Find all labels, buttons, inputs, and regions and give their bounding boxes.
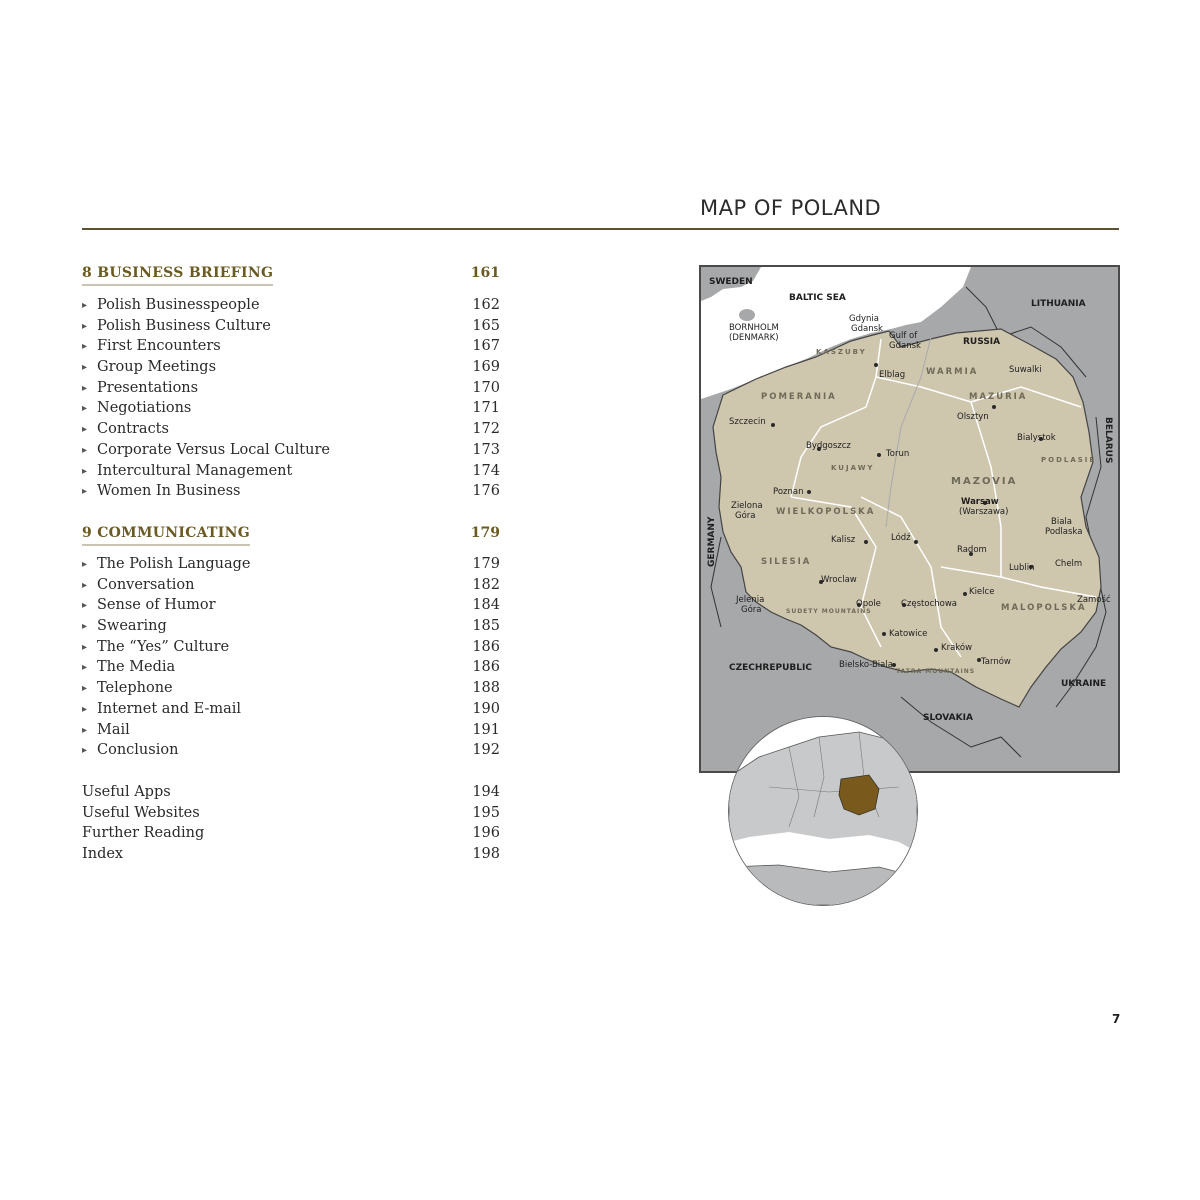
map-label-kujawy: KUJAWY xyxy=(831,464,875,472)
toc-item-page: 162 xyxy=(472,297,500,313)
map-label-torun: Torun xyxy=(886,449,910,459)
toc-item-label: Polish Businesspeople xyxy=(97,297,260,313)
toc-item[interactable] xyxy=(82,400,500,421)
toc-item-label: Corporate Versus Local Culture xyxy=(97,441,330,458)
bullet-arrow-icon: ▸ xyxy=(82,382,88,394)
toc-item-label: The Polish Language xyxy=(97,556,251,572)
toc-item-label: Presentations xyxy=(97,379,199,396)
map-label-bornholm: BORNHOLM xyxy=(729,323,779,333)
toc-item[interactable] xyxy=(82,318,500,339)
map-label-czestochowa: Częstochowa xyxy=(901,599,958,609)
toc-item[interactable] xyxy=(82,680,500,701)
toc-item-page: 195 xyxy=(472,804,500,821)
bullet-arrow-icon: ▸ xyxy=(82,486,88,498)
poland-map xyxy=(699,265,1120,773)
map-label-sudety: SUDETY MOUNTAINS xyxy=(786,608,872,615)
bullet-arrow-icon: ▸ xyxy=(82,621,88,633)
toc-item-page: 198 xyxy=(472,846,500,863)
toc-item-page: 179 xyxy=(472,556,500,572)
city-dot xyxy=(864,540,868,544)
map-label-szczecin: Szczecin xyxy=(729,417,766,427)
bullet-arrow-icon: ▸ xyxy=(82,724,88,736)
map-label-radom: Radom xyxy=(957,545,987,555)
toc-item[interactable] xyxy=(82,722,500,743)
bullet-arrow-icon: ▸ xyxy=(82,600,88,612)
city-dot xyxy=(874,363,878,367)
toc-item[interactable] xyxy=(82,659,500,680)
map-label-poznan: Poznan xyxy=(773,487,804,497)
map-label-pomerania: POMERANIA xyxy=(761,392,837,402)
toc-item-page: 190 xyxy=(472,700,500,717)
map-label-biala-podlaska: Podlaska xyxy=(1045,527,1083,537)
bullet-arrow-icon: ▸ xyxy=(82,559,88,570)
toc-chapter-9-items xyxy=(82,556,500,763)
chapter-page-number: 179 xyxy=(470,525,500,541)
map-label-bialystok: Bialystok xyxy=(1017,433,1056,443)
map-label-mazuria: MAZURIA xyxy=(969,392,1028,402)
toc-item-label: The “Yes” Culture xyxy=(97,638,230,655)
map-label-wroclaw: Wroclaw xyxy=(821,575,857,585)
toc-item-label: Index xyxy=(82,846,124,863)
poland-highlight xyxy=(839,775,879,815)
map-label-lodz: Lódź xyxy=(891,533,911,543)
city-dot xyxy=(914,540,918,544)
chapter-page-number: 161 xyxy=(470,265,500,281)
map-label-zielona-gora: Góra xyxy=(735,511,756,521)
map-label-lublin: Lublin xyxy=(1009,563,1035,573)
map-label-kielce: Kielce xyxy=(969,587,995,597)
toc-item-label: Mail xyxy=(97,721,130,738)
city-dot xyxy=(882,632,886,636)
map-label-suwalki: Suwalki xyxy=(1009,365,1042,375)
toc-item[interactable] xyxy=(82,421,500,442)
map-label-opole: Opole xyxy=(856,599,881,609)
map-label-czech: CZECHREPUBLIC xyxy=(729,663,812,673)
toc-item[interactable] xyxy=(82,701,500,722)
toc-item-page: 192 xyxy=(472,742,500,759)
toc-item-page: 194 xyxy=(472,784,500,800)
bullet-arrow-icon: ▸ xyxy=(82,403,88,415)
toc-item-label: Women In Business xyxy=(97,483,241,500)
bullet-arrow-icon: ▸ xyxy=(82,745,88,757)
toc-item-label: Contracts xyxy=(97,421,169,438)
toc-item[interactable] xyxy=(82,805,500,826)
map-label-russia: RUSSIA xyxy=(963,337,1001,347)
map-label-denmark: (DENMARK) xyxy=(729,333,779,343)
map-label-kaszuby: KASZUBY xyxy=(816,348,867,356)
toc-item-label: First Encounters xyxy=(97,338,221,355)
bullet-arrow-icon: ▸ xyxy=(82,641,88,653)
toc-item-page: 196 xyxy=(472,825,500,842)
toc-item-page: 191 xyxy=(472,721,500,738)
toc-item-label: Useful Apps xyxy=(82,784,171,800)
bullet-arrow-icon: ▸ xyxy=(82,703,88,715)
map-label-mazovia: MAZOVIA xyxy=(951,476,1018,487)
map-label-zielona: Zielona xyxy=(731,501,763,511)
toc-item-label: Useful Websites xyxy=(82,804,200,821)
toc-item-page: 171 xyxy=(472,400,500,417)
map-label-lithuania: LITHUANIA xyxy=(1031,299,1086,309)
toc-item-label: Sense of Humor xyxy=(97,597,216,614)
toc-item[interactable] xyxy=(82,618,500,639)
toc-item[interactable] xyxy=(82,380,500,401)
toc-chapter-9 xyxy=(82,525,500,547)
bullet-arrow-icon: ▸ xyxy=(82,444,88,456)
bullet-arrow-icon: ▸ xyxy=(82,662,88,674)
map-label-sweden: SWEDEN xyxy=(709,277,753,287)
europe-locator-globe xyxy=(728,716,918,906)
map-label-ukraine: UKRAINE xyxy=(1061,679,1107,689)
toc-item[interactable] xyxy=(82,483,500,504)
map-label-germany: GERMANY xyxy=(707,516,717,567)
toc-item[interactable] xyxy=(82,359,500,380)
map-label-gulf-name: Gdansk xyxy=(889,341,921,351)
poland-territory xyxy=(713,329,1101,707)
bornholm-island xyxy=(739,309,755,321)
map-label-baltic-sea: BALTIC SEA xyxy=(789,293,846,303)
toc-item[interactable] xyxy=(82,338,500,359)
toc-item-label: Further Reading xyxy=(82,825,205,842)
map-label-bielsko-biala: Bielsko-Biala xyxy=(839,660,893,670)
map-label-jelenia-gora: Góra xyxy=(741,605,762,615)
page-number: 7 xyxy=(1112,1012,1121,1026)
map-label-zamosc: Zamość xyxy=(1077,595,1111,605)
city-dot xyxy=(963,592,967,596)
page-title: MAP OF POLAND xyxy=(700,196,882,220)
map-label-warszawa: (Warszawa) xyxy=(959,507,1009,517)
toc-item[interactable] xyxy=(82,597,500,618)
city-dot xyxy=(934,648,938,652)
map-label-tatra: TATRA MOUNTAINS xyxy=(896,668,976,675)
bullet-arrow-icon: ▸ xyxy=(82,683,88,695)
city-dot xyxy=(771,423,775,427)
toc-item-label: Conversation xyxy=(97,576,195,593)
toc-item-page: 185 xyxy=(472,618,500,635)
toc-item[interactable] xyxy=(82,442,500,463)
bullet-arrow-icon: ▸ xyxy=(82,465,88,477)
map-label-kalisz: Kalisz xyxy=(831,535,856,545)
map-label-warsaw: Warsaw xyxy=(961,497,999,507)
toc-item-page: 186 xyxy=(472,638,500,655)
africa-landmass xyxy=(729,865,917,905)
map-label-gdynia: Gdynia xyxy=(849,314,879,324)
toc-chapter-8-items xyxy=(82,297,500,504)
map-label-warmia: WARMIA xyxy=(926,367,979,377)
city-dot xyxy=(877,453,881,457)
toc-item-page: 165 xyxy=(472,317,500,334)
toc-item-label: Swearing xyxy=(97,618,167,635)
toc-item-label: Telephone xyxy=(97,680,173,697)
map-label-katowice: Katowice xyxy=(889,629,928,639)
toc-item[interactable] xyxy=(82,742,500,763)
map-label-elblag: Elblag xyxy=(879,370,906,380)
bullet-arrow-icon: ▸ xyxy=(82,341,88,353)
toc-appendix-items xyxy=(82,784,500,867)
bullet-arrow-icon: ▸ xyxy=(82,579,88,591)
toc-item-label: Intercultural Management xyxy=(97,462,293,479)
chapter-title: 9 COMMUNICATING xyxy=(82,525,250,546)
toc-item-label: Group Meetings xyxy=(97,359,217,376)
city-dot xyxy=(992,405,996,409)
toc-item-page: 186 xyxy=(472,659,500,676)
toc-item-label: Internet and E-mail xyxy=(97,700,242,717)
map-label-tarnow: Tarnów xyxy=(981,657,1011,667)
bullet-arrow-icon: ▸ xyxy=(82,362,88,374)
toc-item[interactable] xyxy=(82,846,500,867)
toc-item-page: 176 xyxy=(472,483,500,500)
city-dot xyxy=(807,490,811,494)
toc-item[interactable] xyxy=(82,463,500,484)
map-label-slovakia: SLOVAKIA xyxy=(923,713,973,723)
toc-item-label: The Media xyxy=(97,659,176,676)
map-label-krakow: Kraków xyxy=(941,643,973,653)
chapter-title: 8 BUSINESS BRIEFING xyxy=(82,265,273,286)
toc-item-page: 184 xyxy=(472,597,500,614)
chapter-heading-row[interactable] xyxy=(82,525,500,547)
toc-item-page: 174 xyxy=(472,462,500,479)
chapter-heading-row[interactable] xyxy=(82,265,500,287)
bullet-arrow-icon: ▸ xyxy=(82,424,88,436)
toc-item[interactable] xyxy=(82,784,500,805)
map-label-podlasie: PODLASIE xyxy=(1041,456,1097,464)
map-label-belarus: BELARUS xyxy=(1103,417,1113,464)
map-label-gdansk: Gdansk xyxy=(851,324,883,334)
map-label-chelm: Chelm xyxy=(1055,559,1083,569)
map-label-wielkopolska: WIELKOPOLSKA xyxy=(776,507,876,517)
toc-item-page: 188 xyxy=(472,680,500,697)
toc-item-page: 182 xyxy=(472,576,500,593)
toc-item-label: Conclusion xyxy=(97,742,179,759)
bullet-arrow-icon: ▸ xyxy=(82,300,88,311)
border-line xyxy=(901,697,1021,757)
toc-item-page: 170 xyxy=(472,379,500,396)
toc-item[interactable] xyxy=(82,577,500,598)
toc-item-label: Negotiations xyxy=(97,400,192,417)
map-label-silesia: SILESIA xyxy=(761,557,812,567)
map-label-biala: Biala xyxy=(1051,517,1072,527)
map-label-jelenia: Jelenia xyxy=(736,595,765,605)
toc-item-page: 169 xyxy=(472,359,500,376)
toc-item-page: 173 xyxy=(472,441,500,458)
header-divider xyxy=(82,228,1119,230)
toc-chapter-8 xyxy=(82,265,500,287)
map-label-gulf: Gulf of xyxy=(889,331,918,341)
toc-item[interactable] xyxy=(82,556,500,577)
toc-item-page: 172 xyxy=(472,421,500,438)
toc-item-page: 167 xyxy=(472,338,500,355)
globe-graphic xyxy=(729,717,917,905)
toc-item[interactable] xyxy=(82,297,500,318)
toc-item[interactable] xyxy=(82,825,500,846)
map-label-bydgoszcz: Bydgoszcz xyxy=(806,441,851,451)
toc-item[interactable] xyxy=(82,639,500,660)
bullet-arrow-icon: ▸ xyxy=(82,320,88,332)
map-label-malopolska: MALOPOLSKA xyxy=(1001,603,1087,613)
toc-item-label: Polish Business Culture xyxy=(97,317,271,334)
map-label-olsztyn: Olsztyn xyxy=(957,412,989,422)
